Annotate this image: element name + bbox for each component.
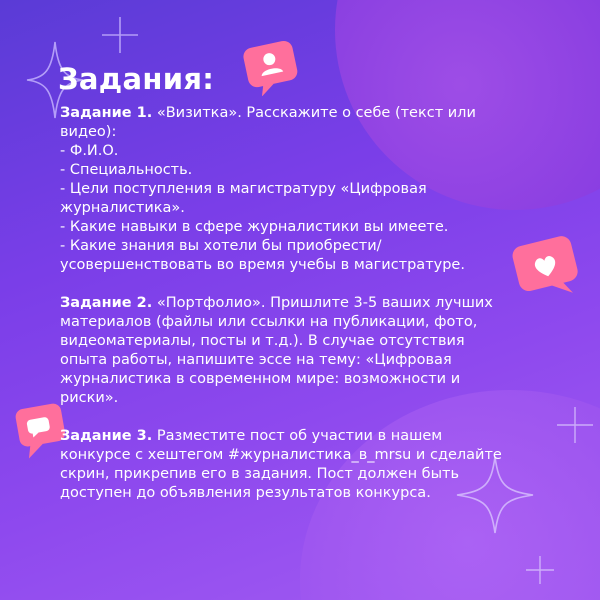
task-3-label: Задание 3. (60, 428, 153, 444)
task-1-item-knowledge: - Какие знания вы хотели бы приобрести/ усовершенствовать во время учебы в магистратуре. (60, 238, 465, 273)
cross-sparkle-icon (100, 15, 140, 55)
task-3-text: Разместите пост об участии в нашем конкурсе с хештегом #журналистика_в_mrsu и сделайте скрин, прикрепив его в задания. Пост должен быть доступен до объявления результатов конкурса. (60, 428, 502, 501)
page-title: Задания: (58, 62, 215, 96)
cross-sparkle-icon (525, 555, 555, 585)
task-1-intro: «Визитка». Расскажите о себе (текст или видео): (60, 105, 476, 140)
task-3 (60, 427, 515, 503)
task-1-item-skills: - Какие навыки в сфере журналистики вы имеете. (60, 219, 449, 235)
task-2-label: Задание 2. (60, 295, 153, 311)
task-2-text: «Портфолио». Пришлите 3-5 ваших лучших материалов (файлы или ссылки на публикации, фото, видеоматериалы, посты и т.д.). В случае отсутствия опыта работы, напишите эссе на тему: «Цифровая журналистика в современном мире: возможности и риски». (60, 295, 493, 406)
task-1-label: Задание 1. (60, 105, 153, 121)
cross-sparkle-icon (555, 405, 595, 445)
task-1 (60, 104, 515, 275)
task-1-item-goals: - Цели поступления в магистратуру «Цифровая журналистика». (60, 181, 427, 216)
heart-icon (508, 232, 588, 302)
task-1-item-specialty: - Специальность. (60, 162, 193, 178)
task-1-item-name: - Ф.И.О. (60, 143, 119, 159)
task-2 (60, 294, 515, 408)
user-icon (238, 38, 304, 96)
tasks-list (60, 104, 515, 522)
